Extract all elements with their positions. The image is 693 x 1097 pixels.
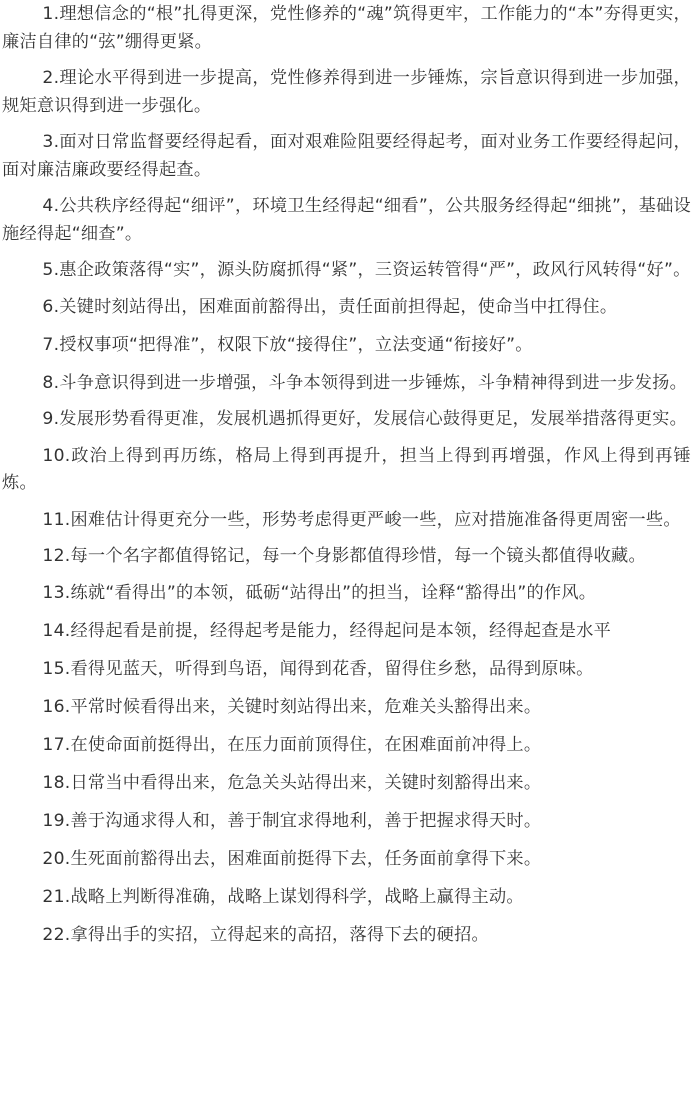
paragraph-19: 19.善于沟通求得人和，善于制宜求得地利，善于把握求得天时。: [42, 810, 542, 831]
paragraph-2: 2.理论水平得到进一步提高，党性修养得到进一步锤炼，宗旨意识得到进一步加强，规矩意识得到进一步强化。: [2, 68, 691, 116]
paragraph-15: 15.看得见蓝天，听得到鸟语，闻得到花香，留得住乡愁，品得到原味。: [42, 658, 594, 679]
paragraph-13: 13.练就“看得出”的本领，砥砺“站得出”的担当，诠释“豁得出”的作风。: [42, 582, 597, 603]
paragraph-6: 6.关键时刻站得出，困难面前豁得出，责任面前担得起，使命当中扛得住。: [42, 296, 618, 317]
paragraph-18: 18.日常当中看得出来，危急关头站得出来，关键时刻豁得出来。: [42, 772, 542, 793]
paragraph-22: 22.拿得出手的实招，立得起来的高招，落得下去的硬招。: [42, 924, 489, 945]
paragraph-11: 11.困难估计得更充分一些，形势考虑得更严峻一些，应对措施准备得更周密一些。: [42, 509, 681, 530]
paragraph-8: 8.斗争意识得到进一步增强，斗争本领得到进一步锤炼，斗争精神得到进一步发扬。: [42, 372, 688, 393]
paragraph-21: 21.战略上判断得准确，战略上谋划得科学，战略上赢得主动。: [42, 886, 524, 907]
paragraph-5: 5.惠企政策落得“实”，源头防腐抓得“紧”，三资运转管得“严”，政风行风转得“好”。: [42, 260, 691, 280]
paragraph-20: 20.生死面前豁得出去，困难面前挺得下去，任务面前拿得下来。: [42, 848, 542, 869]
paragraph-12: 12.每一个名字都值得铭记，每一个身影都值得珍惜，每一个镜头都值得收藏。: [42, 546, 646, 566]
paragraph-14: 14.经得起看是前提，经得起考是能力，经得起问是本领，经得起查是水平: [42, 620, 612, 641]
paragraph-4: 4.公共秩序经得起“细评”，环境卫生经得起“细看”，公共服务经得起“细挑”，基础设施经得起“细查”。: [2, 196, 691, 244]
paragraph-16: 16.平常时候看得出来，关键时刻站得出来，危难关头豁得出来。: [42, 696, 542, 717]
paragraph-1: 1.理想信念的“根”扎得更深，党性修养的“魂”筑得更牢，工作能力的“本”夯得更实，廉洁自律的“弦”绷得更紧。: [2, 4, 691, 52]
paragraph-7: 7.授权事项“把得准”，权限下放“接得住”，立法变通“衔接好”。: [42, 334, 533, 355]
paragraph-3: 3.面对日常监督要经得起看，面对艰难险阻要经得起考，面对业务工作要经得起问，面对廉洁廉政要经得起查。: [2, 132, 691, 180]
paragraph-17: 17.在使命面前挺得出，在压力面前顶得住，在困难面前冲得上。: [42, 734, 542, 755]
paragraph-9: 9.发展形势看得更准，发展机遇抓得更好，发展信心鼓得更足，发展举措落得更实。: [42, 409, 688, 429]
paragraph-10: 10.政治上得到再历练，格局上得到再提升，担当上得到再增强，作风上得到再锤炼。: [2, 445, 691, 493]
